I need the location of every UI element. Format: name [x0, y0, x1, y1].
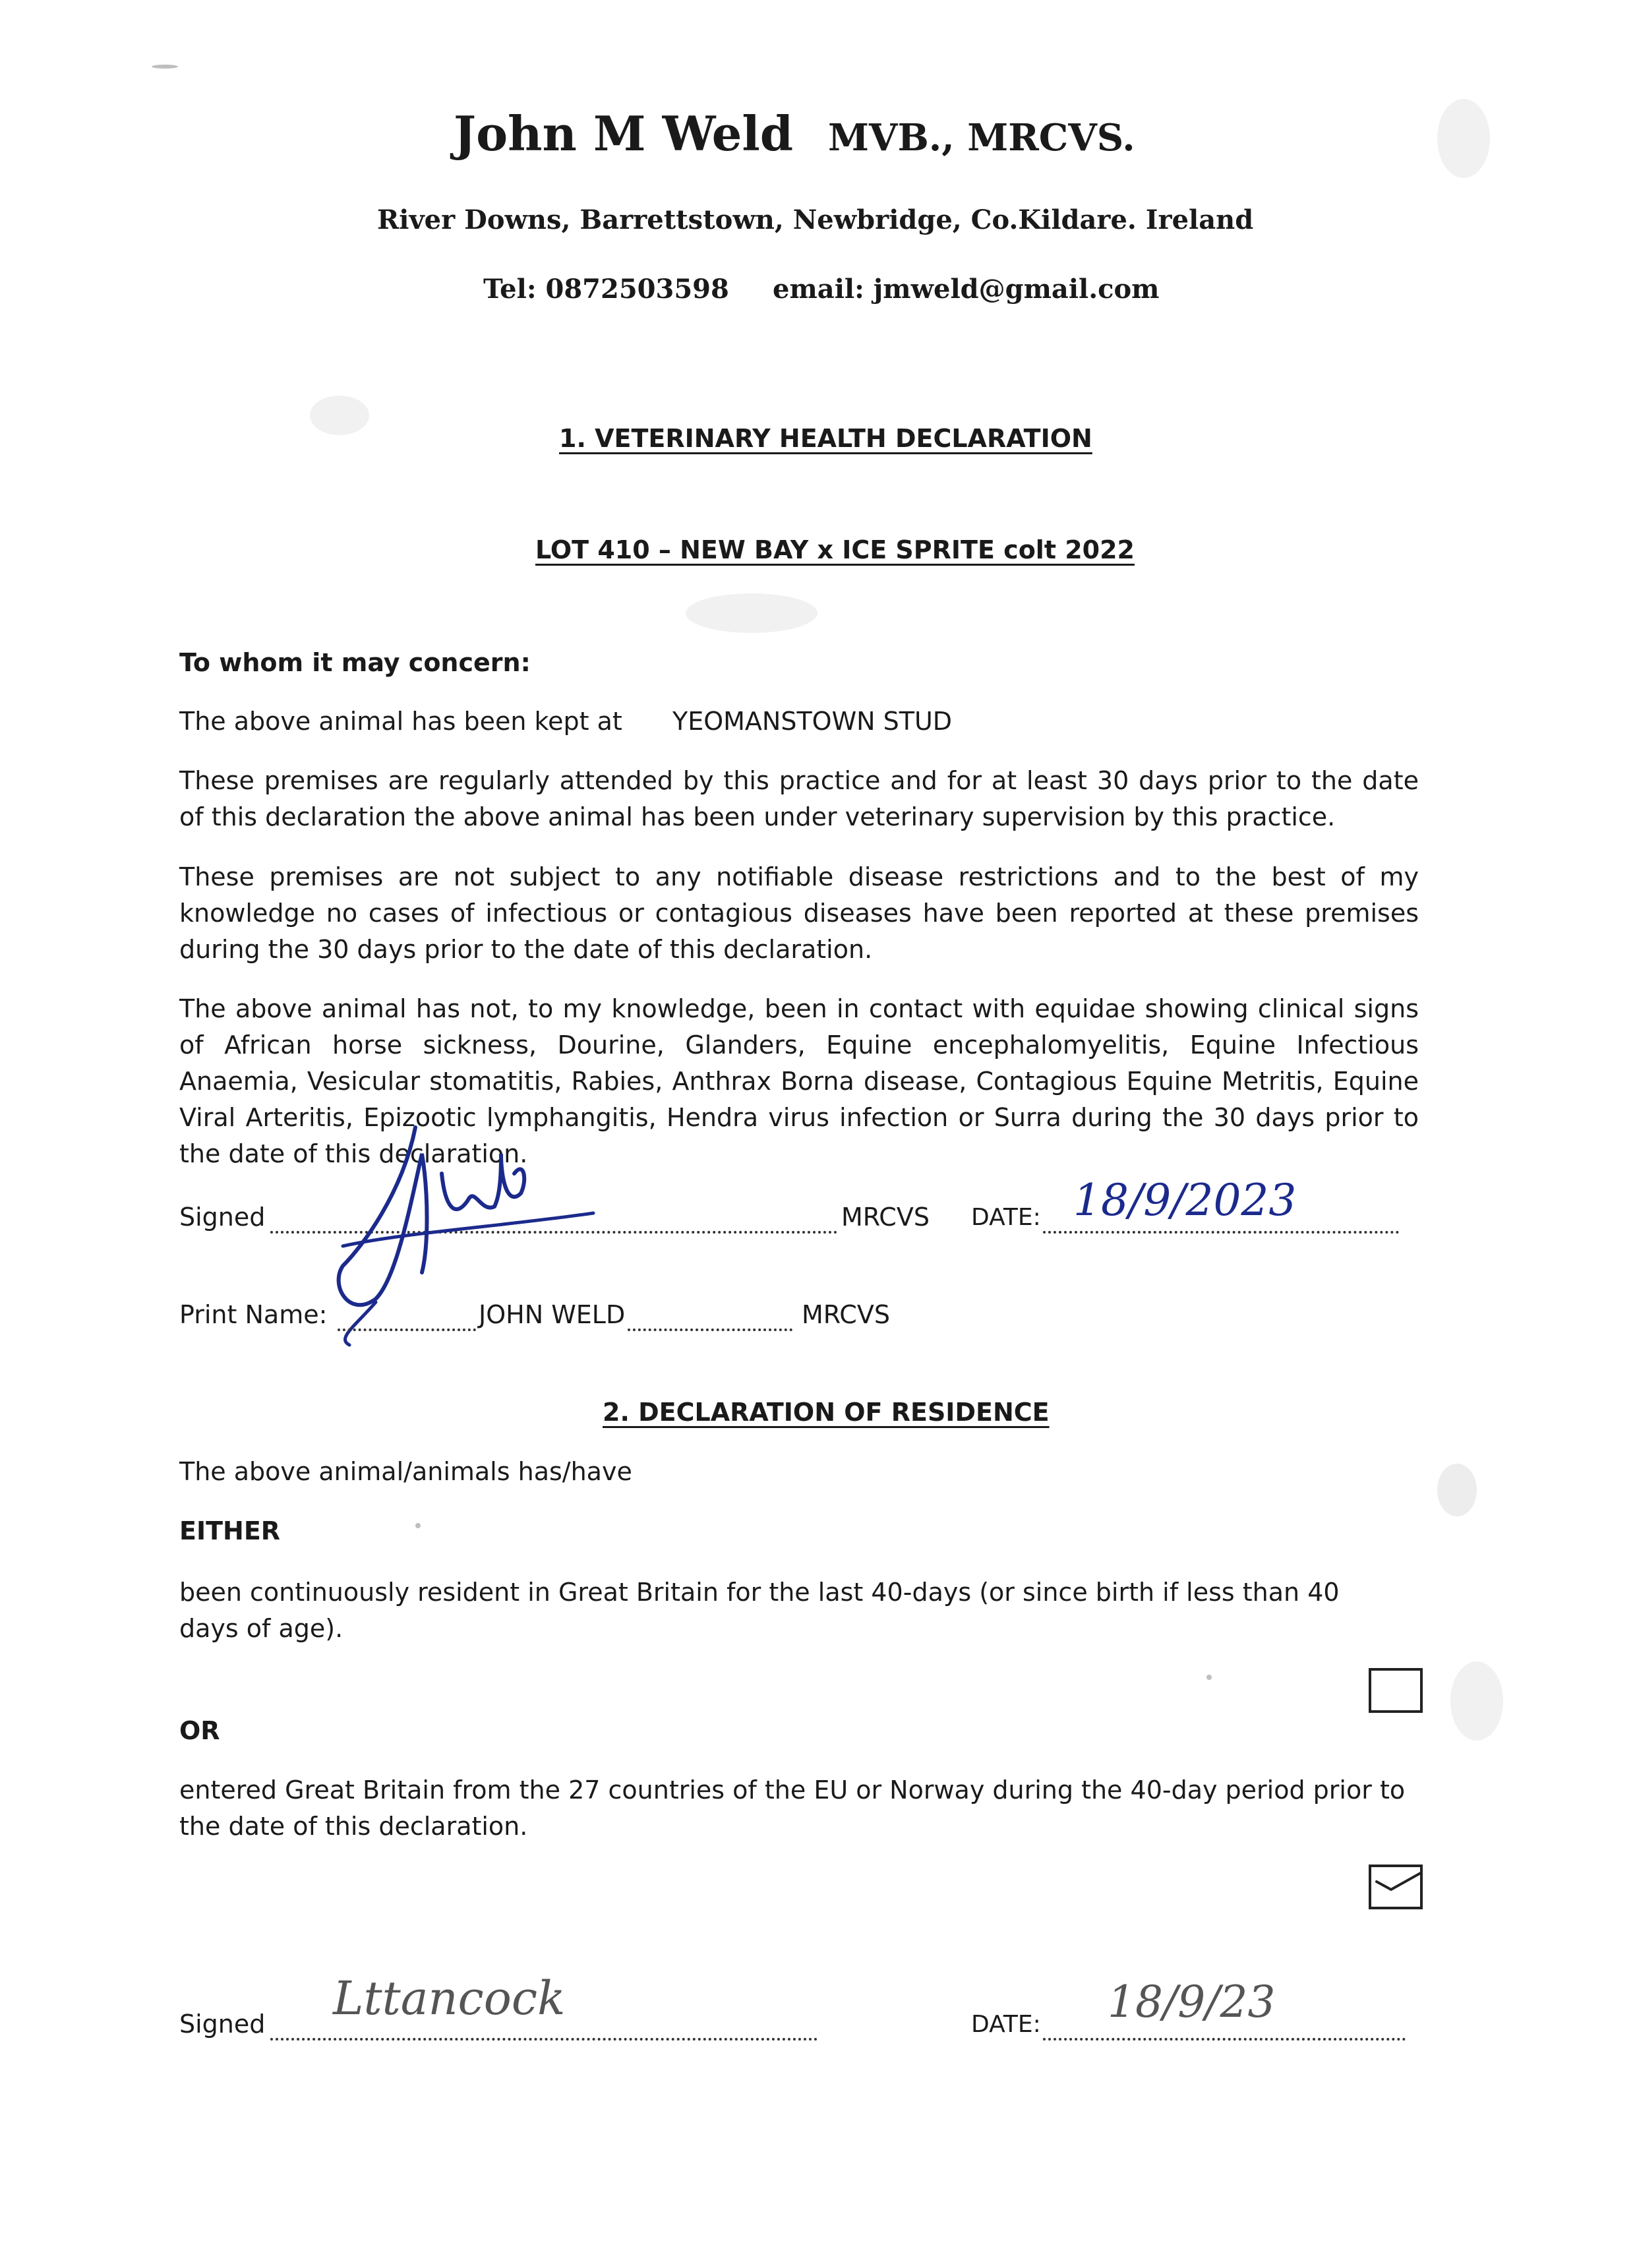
scan-speck	[152, 65, 178, 69]
print-name-dots-right	[628, 1323, 792, 1334]
paragraph-contact-declaration: The above animal has not, to my knowledge, been in contact with equidae showing clinical signs of African horse sickness, Dourine, Glanders, Equine encephalomyelitis, Equine Infectious Anaemia, Vesicular stomatitis, Rabies, Anthrax Borna disease, Contagious Equine Metritis, Equine Viral Arteritis, Epizootic lymphangitis, Hendra virus infection or Surra during the 30 days prior to the date of this declaration.	[179, 994, 1419, 1168]
scan-speck	[1450, 1661, 1503, 1741]
email: email: jmweld@gmail.com	[773, 274, 1160, 305]
lot-title: LOT 410 – NEW BAY x ICE SPRITE colt 2022	[535, 535, 1135, 564]
paragraph-disease-restrictions: These premises are not subject to any notifiable disease restrictions and to the best of my knowledge no cases of infectious or contagious diseases have been reported at these premises during the 30 days prior to the date of this declaration.	[179, 862, 1419, 964]
scan-speck	[415, 1523, 421, 1528]
qualifications: MVB., MRCVS.	[828, 116, 1135, 160]
scan-speck	[310, 396, 369, 435]
telephone: Tel: 0872503598	[483, 274, 729, 305]
signed-suffix: MRCVS	[841, 1203, 930, 1232]
date-dotted-line-2	[1043, 2032, 1406, 2044]
print-name-suffix: MRCVS	[802, 1300, 890, 1329]
kept-at-value: YEOMANSTOWN STUD	[672, 707, 953, 736]
option-entered-from-eu: entered Great Britain from the 27 countries of the EU or Norway during the 40-day period prior to the date of this declaration.	[179, 1776, 1406, 1841]
signed-label-2: Signed	[179, 2010, 266, 2039]
date-label: DATE:	[971, 1204, 1041, 1231]
scan-speck	[686, 593, 818, 633]
section-title-residence: 2. DECLARATION OF RESIDENCE	[603, 1398, 1050, 1427]
practice-address: River Downs, Barrettstown, Newbridge, Co.Kildare. Ireland	[377, 204, 1254, 235]
print-name-dots-left	[338, 1323, 476, 1334]
section-title-health-declaration: 1. VETERINARY HEALTH DECLARATION	[559, 424, 1092, 453]
date-dotted-line	[1043, 1225, 1399, 1237]
scan-speck	[1206, 1675, 1212, 1680]
handwritten-date-2: 18/9/23	[1108, 1977, 1276, 2027]
checkmark-icon	[1371, 1867, 1420, 1907]
either-label: EITHER	[179, 1516, 281, 1545]
option1-checkbox[interactable]	[1369, 1668, 1423, 1713]
print-name-label: Print Name:	[179, 1300, 328, 1329]
handwritten-signature-2: Lttancock	[333, 1971, 566, 2025]
paragraph-supervision: These premises are regularly attended by this practice and for at least 30 days prior to the date of this declaration the above animal has been under veterinary supervision by this practice.	[179, 766, 1419, 831]
option2-checkbox[interactable]	[1369, 1865, 1423, 1909]
date-label-2: DATE:	[971, 2011, 1041, 2038]
residence-intro: The above animal/animals has/have	[179, 1457, 632, 1486]
handwritten-date-1: 18/9/2023	[1073, 1175, 1297, 1226]
salutation: To whom it may concern:	[179, 648, 531, 677]
signed-label: Signed	[179, 1203, 266, 1232]
practitioner-name: John M Weld	[454, 105, 794, 162]
print-name-value: JOHN WELD	[479, 1300, 626, 1329]
signature-dotted-line-2	[270, 2032, 818, 2044]
or-label: OR	[179, 1716, 220, 1745]
kept-at-label: The above animal has been kept at	[179, 707, 622, 736]
scan-speck	[1437, 99, 1490, 178]
option-continuous-residence: been continuously resident in Great Britain for the last 40-days (or since birth if less than 40 days of age).	[179, 1578, 1340, 1643]
scan-speck	[1437, 1464, 1477, 1516]
